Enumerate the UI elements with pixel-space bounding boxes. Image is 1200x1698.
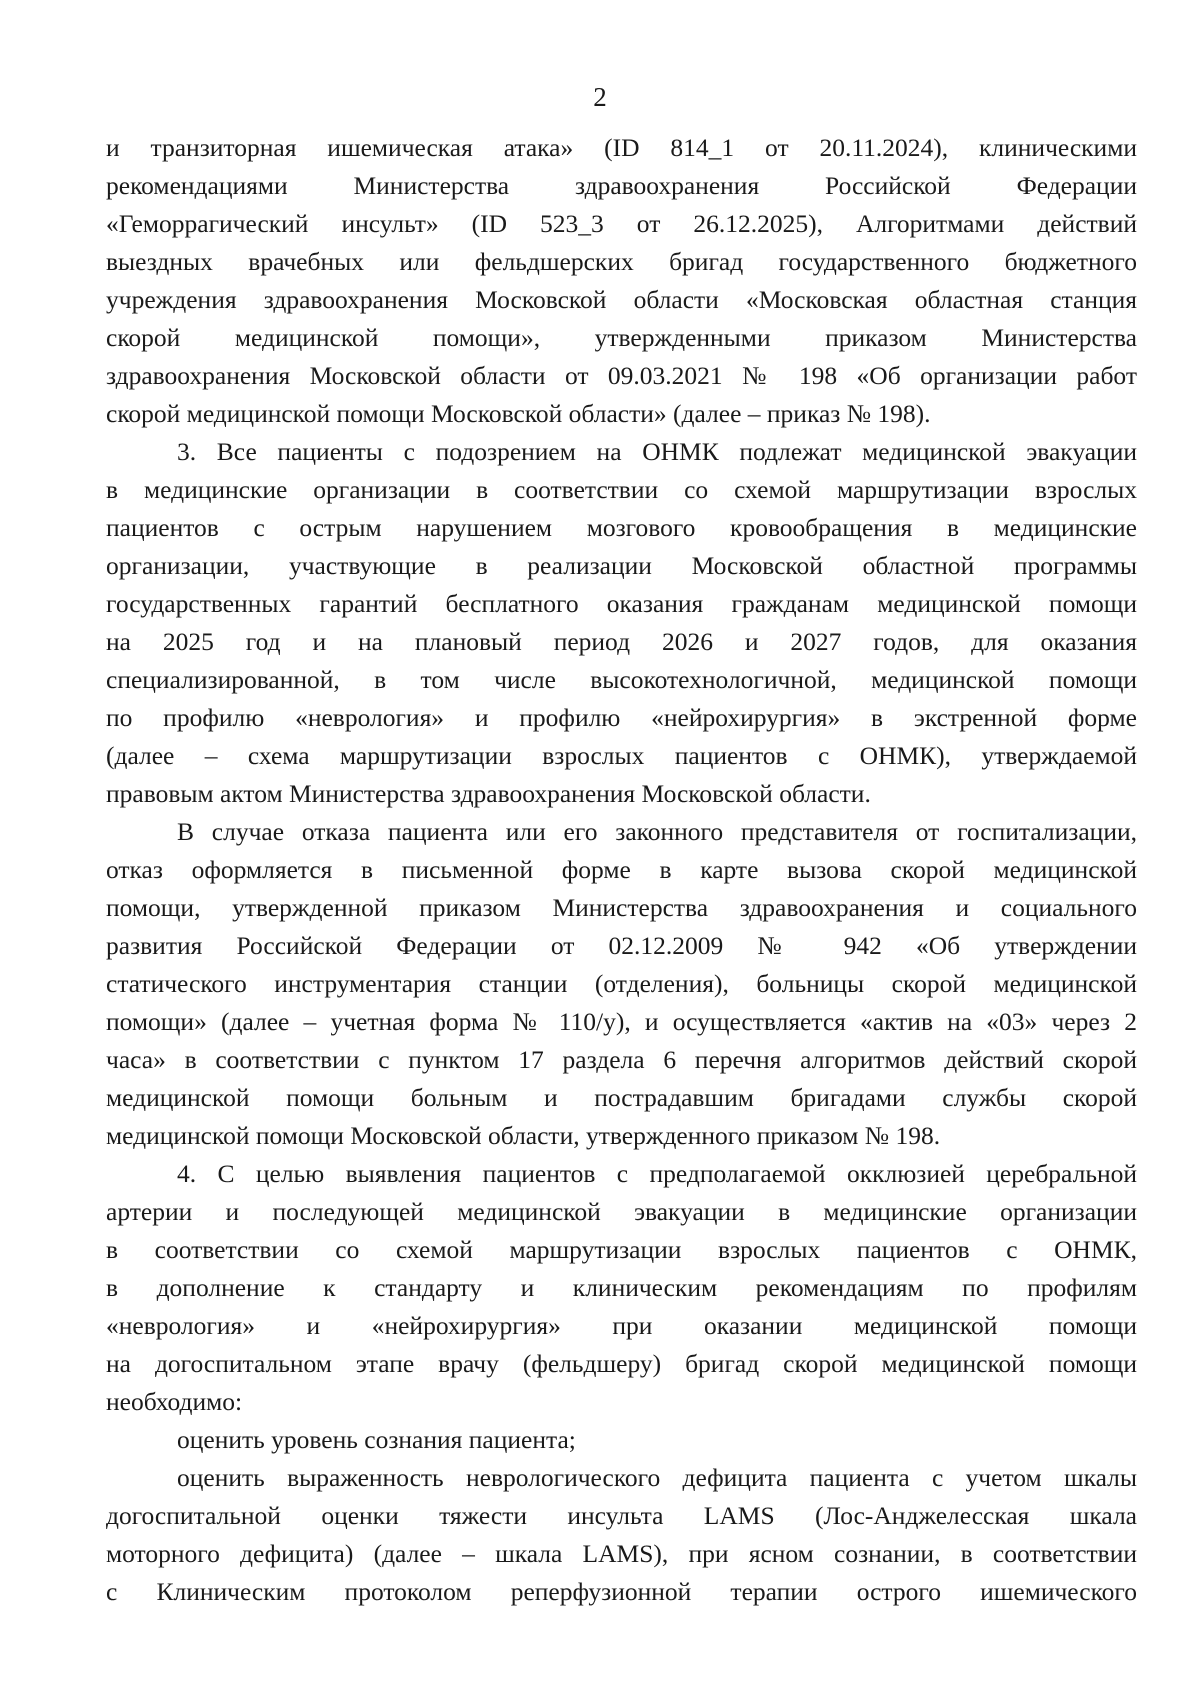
text-line: необходимо:: [106, 1387, 243, 1416]
text-line: статического инструментария станции (отделения), больницы скорой медицинской: [106, 969, 1137, 998]
text-line: скорой медицинской помощи Московской области» (далее – приказ № 198).: [106, 399, 931, 428]
text-line: выездных врачебных или фельдшерских бригад государственного бюджетного: [106, 247, 1137, 276]
text-line: здравоохранения Московской области от 09.03.2021 № 198 «Об организации работ: [106, 361, 1137, 390]
text-line: медицинской помощи больным и пострадавшим бригадами службы скорой: [106, 1083, 1137, 1112]
text-line: по профилю «неврология» и профилю «нейрохирургия» в экстренной форме: [106, 703, 1137, 732]
text-line: правовым актом Министерства здравоохранения Московской области.: [106, 779, 871, 808]
text-line: государственных гарантий бесплатного оказания гражданам медицинской помощи: [106, 589, 1137, 618]
text-line: на 2025 год и на плановый период 2026 и 2027 годов, для оказания: [106, 627, 1137, 656]
text-line: артерии и последующей медицинской эвакуации в медицинские организации: [106, 1197, 1137, 1226]
page-number: 2: [593, 82, 607, 112]
text-line: медицинской помощи Московской области, утвержденного приказом № 198.: [106, 1121, 941, 1150]
text-line: учреждения здравоохранения Московской области «Московская областная станция: [106, 285, 1137, 314]
text-line: пациентов с острым нарушением мозгового кровообращения в медицинские: [106, 513, 1137, 542]
text-line: оценить уровень сознания пациента;: [177, 1425, 576, 1454]
text-line: скорой медицинской помощи», утвержденными приказом Министерства: [106, 323, 1137, 352]
text-line: помощи» (далее – учетная форма № 110/у), и осуществляется «актив на «03» через 2: [106, 1007, 1137, 1036]
text-line: специализированной, в том числе высокотехнологичной, медицинской помощи: [106, 665, 1137, 694]
text-line: отказ оформляется в письменной форме в карте вызова скорой медицинской: [106, 855, 1137, 884]
text-line: рекомендациями Министерства здравоохранения Российской Федерации: [106, 171, 1137, 200]
text-line: в медицинские организации в соответствии со схемой маршрутизации взрослых: [106, 475, 1137, 504]
text-line: в соответствии со схемой маршрутизации взрослых пациентов с ОНМК,: [106, 1235, 1137, 1264]
text-line: в дополнение к стандарту и клиническим рекомендациям по профилям: [106, 1273, 1137, 1302]
text-line: и транзиторная ишемическая атака» (ID 814_1 от 20.11.2024), клиническими: [106, 133, 1137, 162]
text-line: помощи, утвержденной приказом Министерства здравоохранения и социального: [106, 893, 1137, 922]
text-line: догоспитальной оценки тяжести инсульта LAMS (Лос-Анджелесская шкала: [106, 1501, 1137, 1530]
text-line: часа» в соответствии с пунктом 17 раздела 6 перечня алгоритмов действий скорой: [106, 1045, 1137, 1074]
text-line: моторного дефицита) (далее – шкала LAMS), при ясном сознании, в соответствии: [106, 1539, 1137, 1568]
text-line: 3. Все пациенты с подозрением на ОНМК подлежат медицинской эвакуации: [177, 437, 1137, 466]
text-line: «Геморрагический инсульт» (ID 523_3 от 26.12.2025), Алгоритмами действий: [106, 209, 1137, 238]
document-body: [106, 129, 1137, 1611]
text-line: В случае отказа пациента или его законного представителя от госпитализации,: [177, 817, 1137, 846]
text-line: оценить выраженность неврологического дефицита пациента с учетом шкалы: [177, 1463, 1137, 1492]
text-line: (далее – схема маршрутизации взрослых пациентов с ОНМК), утверждаемой: [106, 741, 1137, 770]
text-line: на догоспитальном этапе врачу (фельдшеру) бригад скорой медицинской помощи: [106, 1349, 1137, 1378]
text-line: с Клиническим протоколом реперфузионной терапии острого ишемического: [106, 1577, 1137, 1606]
text-line: 4. С целью выявления пациентов с предполагаемой окклюзией церебральной: [177, 1159, 1137, 1188]
text-line: организации, участвующие в реализации Московской областной программы: [106, 551, 1137, 580]
text-line: развития Российской Федерации от 02.12.2009 № 942 «Об утверждении: [106, 931, 1137, 960]
text-line: «неврология» и «нейрохирургия» при оказании медицинской помощи: [106, 1311, 1137, 1340]
